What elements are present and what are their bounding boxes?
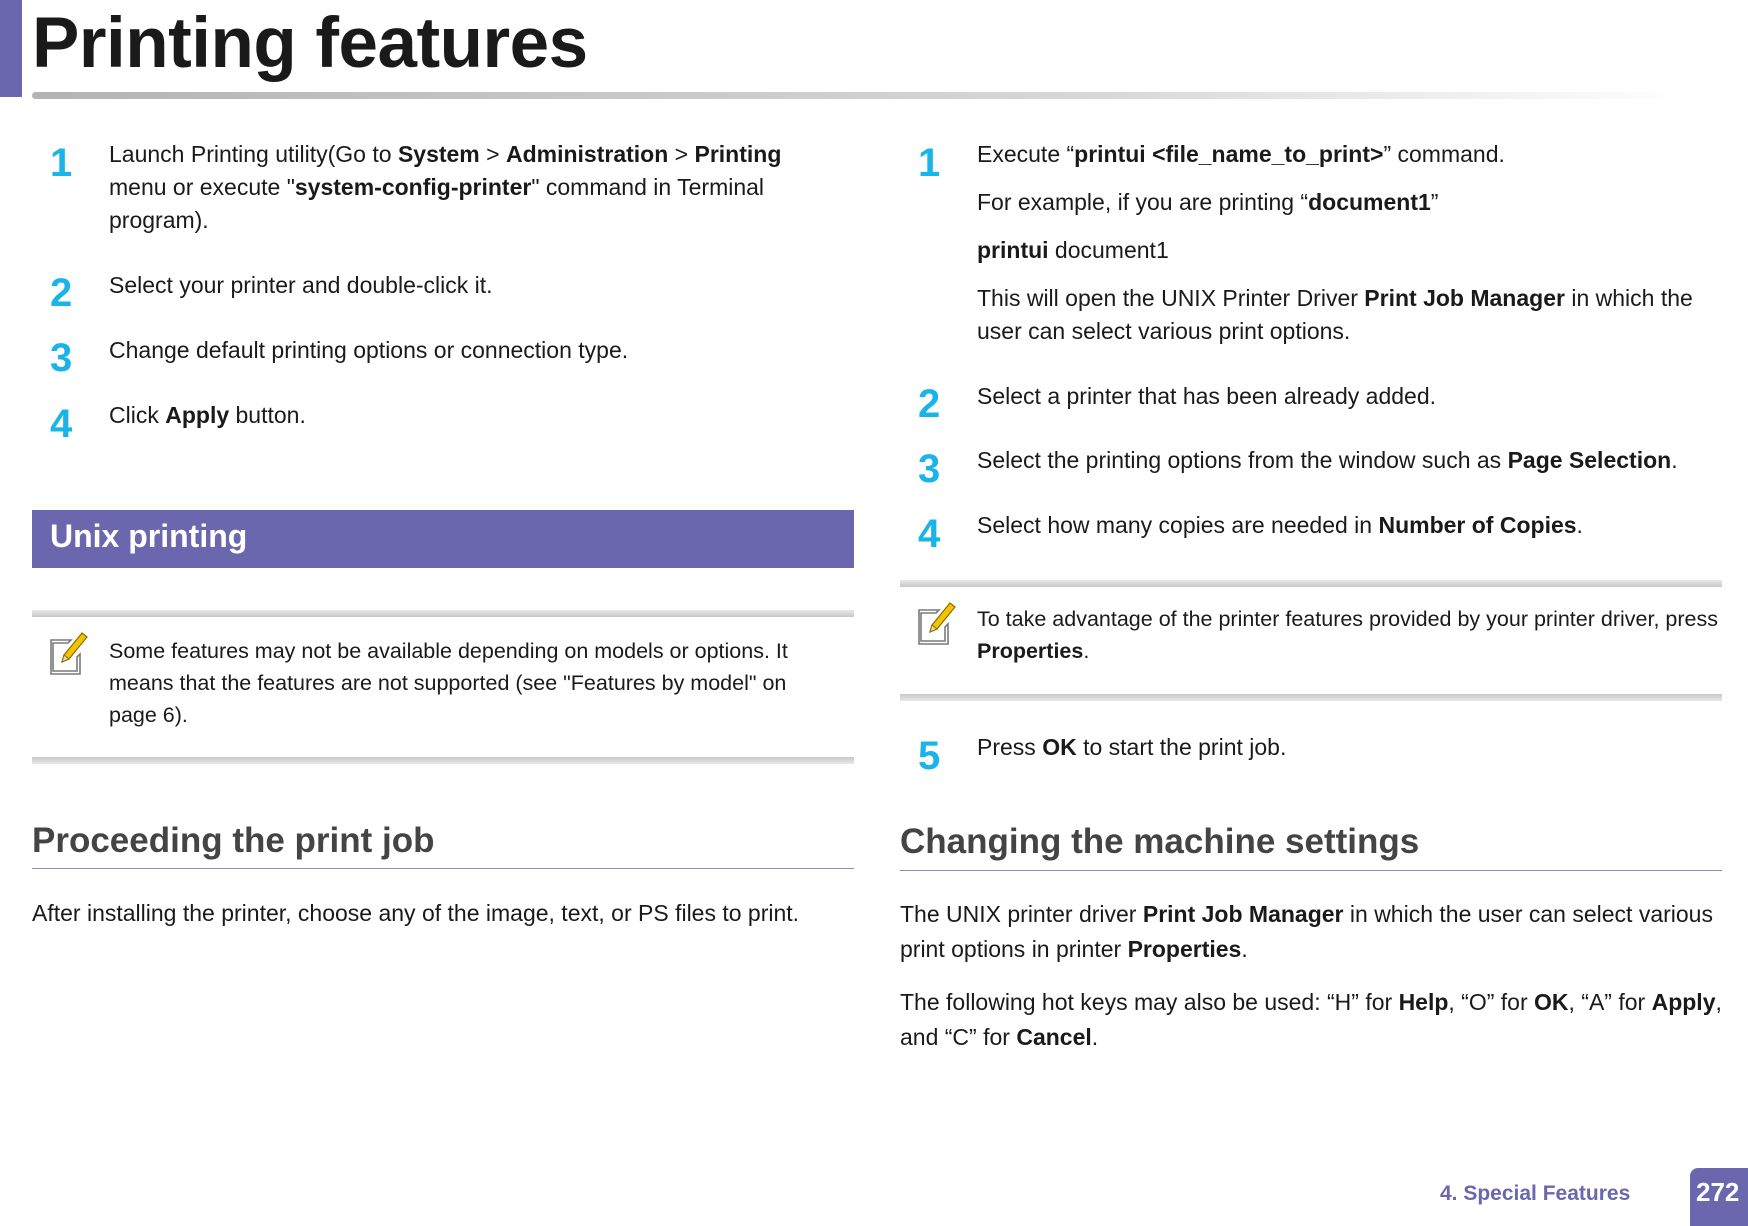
bold-term: Number of Copies (1378, 512, 1577, 538)
step-text: Launch Printing utility(Go to System > Administration > Printing menu or execute "system-config-printer" command in Terminal program). (109, 141, 782, 233)
step-text-line: printui document1 (977, 237, 1169, 263)
bold-term: printui (977, 237, 1049, 263)
step-text: Select the printing options from the window such as Page Selection. (977, 447, 1678, 473)
bold-term: document1 (1308, 189, 1431, 215)
page-number-box (1690, 1168, 1748, 1226)
step-number: 3 (918, 447, 941, 491)
bold-term: OK (1042, 734, 1077, 760)
note-rule-top (900, 580, 1722, 587)
bold-term: Page Selection (1507, 447, 1672, 473)
section-title: Unix printing (50, 518, 248, 554)
note-text: To take advantage of the printer features provided by your printer driver, press Properties. (977, 607, 1718, 663)
note-rule-bottom (32, 757, 854, 764)
bold-term: Print Job Manager (1142, 901, 1344, 927)
step-number: 2 (50, 271, 73, 315)
bold-term: Printing (694, 141, 782, 167)
page-number: 272 (1696, 1177, 1740, 1207)
paragraph: The following hot keys may also be used: “H” for Help, “O” for OK, “A” for Apply, and “C” for Cancel. (900, 989, 1722, 1050)
section-header-unix-printing (32, 510, 854, 568)
paragraph: The UNIX printer driver Print Job Manager in which the user can select various print options in printer Properties. (900, 901, 1713, 962)
step-text: Click Apply button. (109, 402, 306, 428)
step-text: Change default printing options or connection type. (109, 337, 629, 363)
bold-term: Properties (1127, 936, 1242, 962)
step-number: 5 (918, 734, 941, 778)
header-accent-bar (0, 0, 22, 97)
step-text: Select a printer that has been already added. (977, 383, 1437, 409)
bold-term: Cancel (1016, 1024, 1092, 1050)
bold-term: Administration (505, 141, 669, 167)
page-title: Printing features (32, 4, 588, 83)
heading-changing-machine-settings: Changing the machine settings (900, 822, 1420, 861)
bold-term: printui <file_name_to_print> (1074, 141, 1384, 167)
step-text: Press OK to start the print job. (977, 734, 1287, 760)
note-rule-bottom (900, 694, 1722, 701)
note-rule-top (32, 610, 854, 617)
step-number: 3 (50, 336, 73, 380)
step-number: 4 (50, 402, 73, 446)
heading-rule (32, 868, 854, 869)
note-pencil-icon (48, 630, 88, 676)
paragraph: After installing the printer, choose any of the image, text, or PS files to print. (32, 900, 800, 926)
step-number: 2 (918, 382, 941, 426)
step-text-line: For example, if you are printing “document1” (977, 189, 1439, 215)
heading-proceeding-print-job: Proceeding the print job (32, 821, 435, 860)
step-text-line: Execute “printui <file_name_to_print>” command. (977, 141, 1505, 167)
bold-term: Apply (165, 402, 230, 428)
step-text: Select your printer and double-click it. (109, 272, 493, 298)
step-number: 1 (918, 141, 941, 185)
note-pencil-icon (916, 600, 956, 646)
bold-term: Apply (1651, 989, 1716, 1015)
bold-term: OK (1534, 989, 1569, 1015)
note-text: Some features may not be available depending on models or options. It means that the features are not supported (see "Features by model" on page 6). (109, 639, 788, 727)
step-number: 4 (918, 512, 941, 556)
bold-term: Print Job Manager (1364, 285, 1565, 311)
title-divider (32, 92, 1687, 99)
bold-term: Help (1398, 989, 1449, 1015)
step-text: Select how many copies are needed in Number of Copies. (977, 512, 1583, 538)
bold-term: System (397, 141, 480, 167)
bold-term: system-config-printer (294, 174, 532, 200)
footer-chapter-label: 4. Special Features (1440, 1182, 1631, 1205)
step-text-line: This will open the UNIX Printer Driver Print Job Manager in which the user can select various print options. (977, 285, 1693, 344)
bold-term: Properties (977, 639, 1084, 663)
heading-rule (900, 870, 1722, 871)
step-number: 1 (50, 141, 73, 185)
